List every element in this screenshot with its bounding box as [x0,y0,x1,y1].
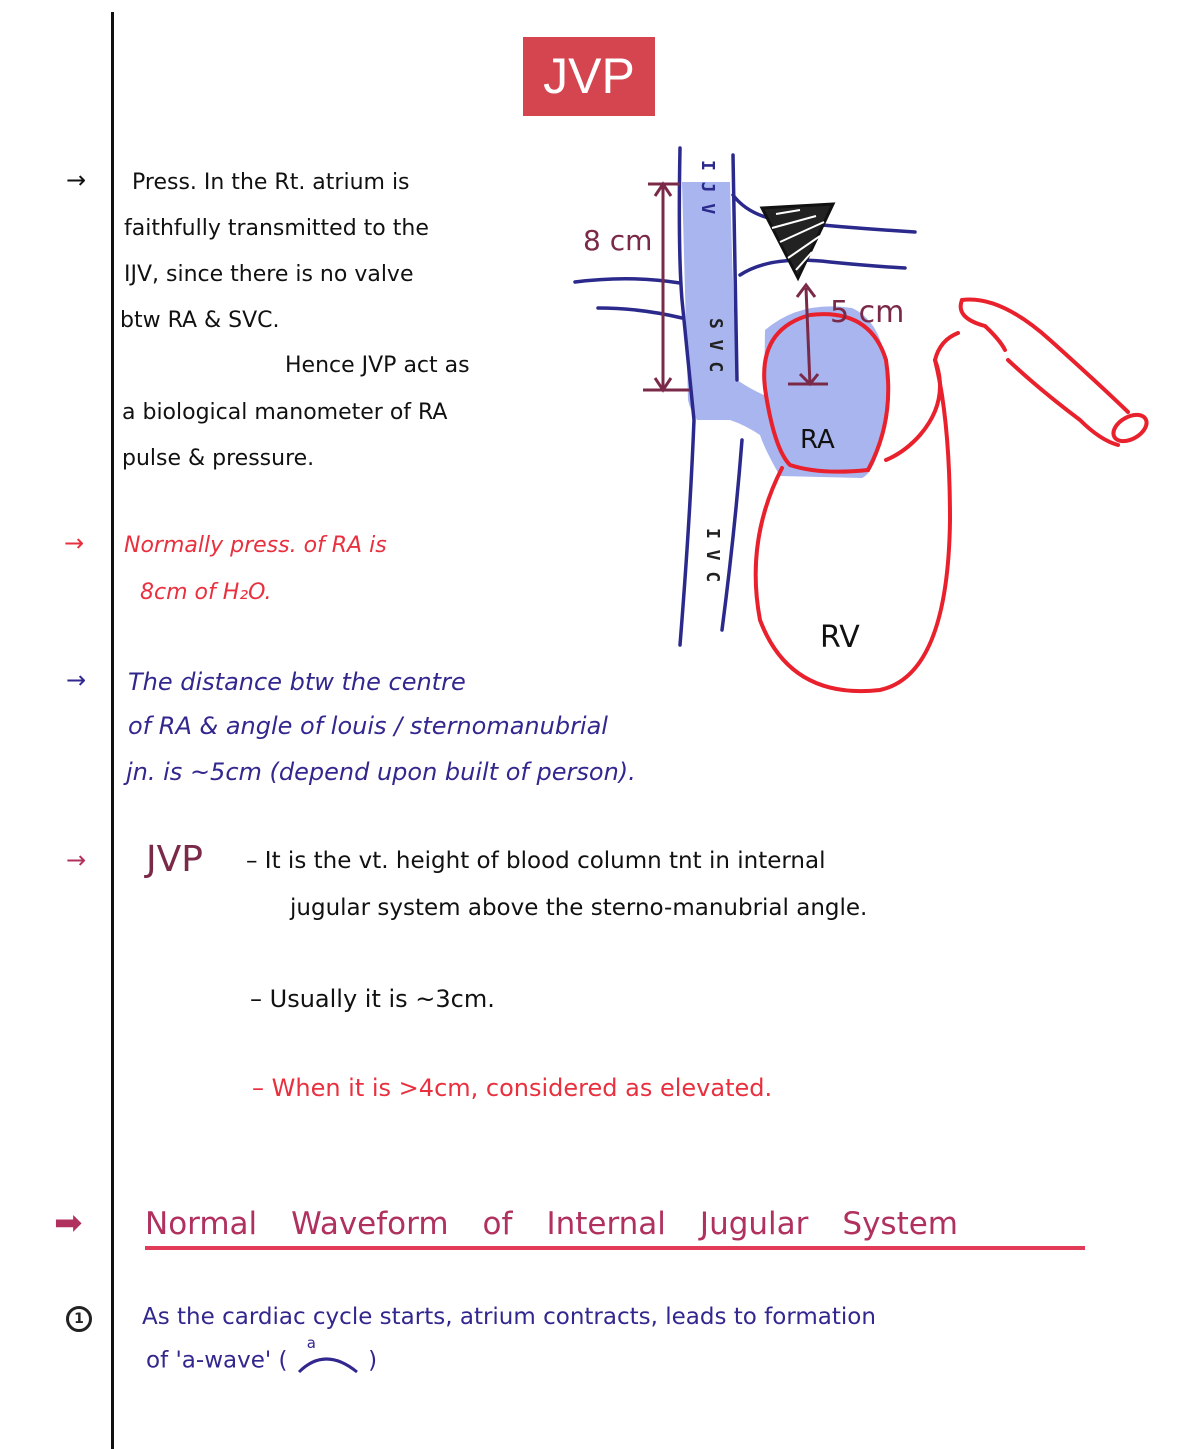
section-word: Normal [145,1206,258,1242]
p4-line-1: – It is the vt. height of blood column tnt in internal [246,848,826,874]
p4-line-2: jugular system above the sterno-manubrial angle. [290,895,868,921]
sternal-angle-wedge [762,204,833,278]
pulmonary-lower [1008,360,1118,445]
label-ijv: I J V [697,160,718,215]
section-title [145,1206,1085,1250]
section-word: Internal [546,1206,666,1242]
p1-line-3: IJV, since there is no valve [124,262,414,287]
ivc-right-wall [722,440,742,630]
pulmonary-end [1109,409,1151,446]
right-branch-lower [740,260,905,275]
a-wave-label: a [306,1334,316,1352]
p1-line-5: Hence JVP act as [285,353,470,378]
p6-line: – When it is >4cm, considered as elevated. [252,1074,773,1102]
point-number: 1 [66,1306,92,1332]
label-5cm: 5 cm [830,295,905,330]
label-ra: RA [800,425,835,455]
p2-line-1: Normally press. of RA is [124,533,387,558]
section-word: of [482,1206,513,1242]
label-8cm: 8 cm [583,224,653,257]
section-word: System [842,1206,959,1242]
p3-line-1: The distance btw the centre [128,668,466,696]
p1-line-2: faithfully transmitted to the [124,216,429,241]
p3-line-2: of RA & angle of louis / sternomanubrial [128,712,608,740]
bullet-arrow-icon: → [66,166,87,194]
label-rv: RV [820,620,860,655]
bullet-arrow-icon: → [66,846,87,874]
point1-close: ) [368,1347,378,1374]
point1-line-2 [146,1334,378,1376]
section-word: Waveform [291,1206,449,1242]
p1-line-7: pulse & pressure. [122,446,315,471]
a-wave-glyph [295,1334,361,1376]
pulmonary-upper [962,300,1128,413]
p4-label: JVP [146,839,203,880]
p1-line-4: btw RA & SVC. [120,308,280,333]
bullet-arrow-icon: → [66,666,87,694]
section-word: Jugular [699,1206,809,1242]
page-title: JVP [523,37,655,116]
p3-line-3: jn. is ~5cm (depend upon built of person). [126,758,636,786]
p2-line-2: 8cm of H₂O. [140,580,272,605]
p1-line-6: a biological manometer of RA [122,400,448,425]
label-svc: S V C [705,318,726,373]
label-ivc: I V C [702,528,723,583]
p5-line: – Usually it is ~3cm. [250,985,495,1013]
point1-line-1: As the cardiac cycle starts, atrium contracts, leads to formation [142,1304,876,1330]
bullet-arrow-icon: → [64,529,85,557]
section-arrow-icon: ➡ [54,1203,83,1243]
pulmonary-to-rv [886,360,940,460]
p1-line-1: Press. In the Rt. atrium is [132,170,410,195]
heart-diagram [0,0,1200,720]
left-branch-lower [598,308,682,318]
point1-text: of 'a-wave' ( [146,1347,288,1374]
